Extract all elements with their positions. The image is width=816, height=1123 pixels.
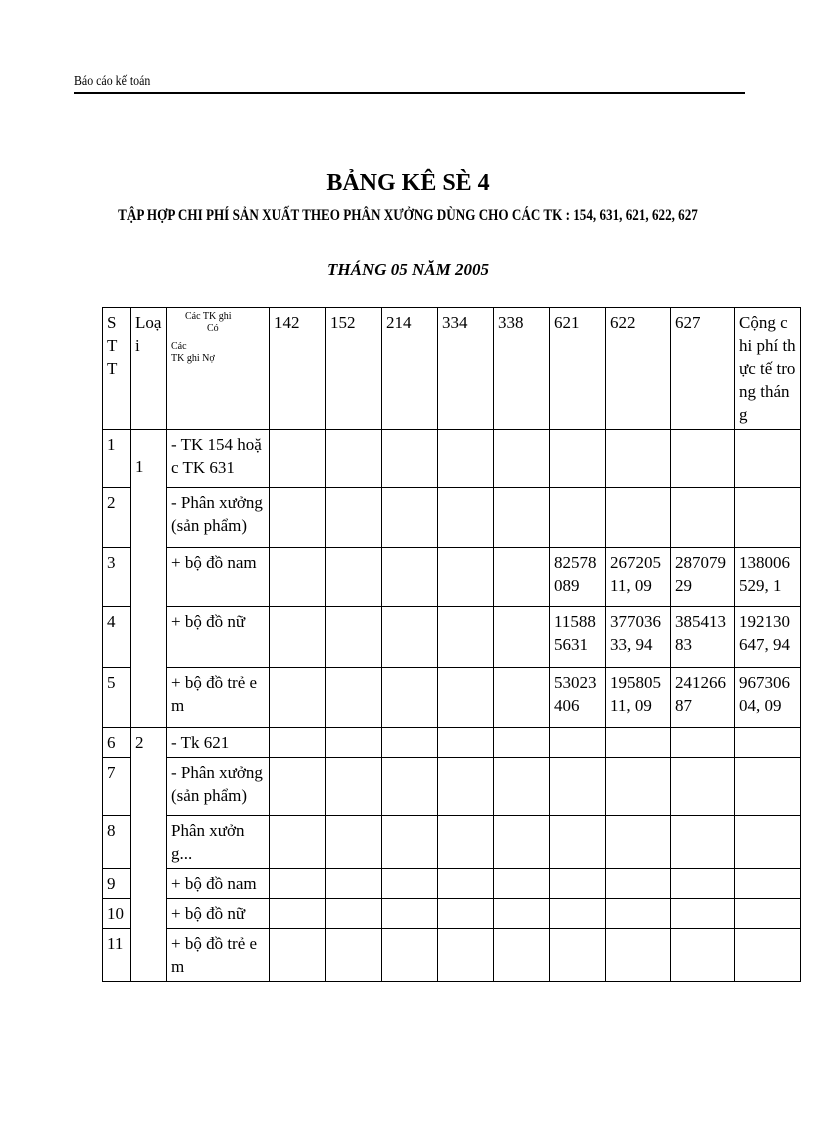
header-account: 627 <box>671 308 735 430</box>
cell-627 <box>671 869 735 899</box>
table-row <box>103 430 801 488</box>
group-cell <box>131 430 167 728</box>
cell-total <box>735 430 801 488</box>
row-desc: - Phân xưởng (sản phẩm) <box>167 758 270 816</box>
cell-621 <box>550 929 606 982</box>
row-desc: + bộ đồ trẻ em <box>167 668 270 728</box>
row-stt: 10 <box>103 899 131 929</box>
cell-total <box>735 929 801 982</box>
row-desc: + bộ đồ trẻ em <box>167 929 270 982</box>
row-desc: + bộ đồ nữ <box>167 607 270 668</box>
cell-621 <box>550 728 606 758</box>
table-row <box>103 758 801 816</box>
header-account: 214 <box>382 308 438 430</box>
cell-622 <box>606 430 671 488</box>
row-desc: + bộ đồ nam <box>167 548 270 607</box>
table-row <box>103 869 801 899</box>
cell-622 <box>606 816 671 869</box>
header-loai: Loại <box>131 308 167 430</box>
cell-total <box>735 899 801 929</box>
cell-total <box>735 488 801 548</box>
cell-621: 82578089 <box>550 548 606 607</box>
header-account: 621 <box>550 308 606 430</box>
header-account: 334 <box>438 308 494 430</box>
header-total: Cộng chi phí thực tế trong tháng <box>735 308 801 430</box>
row-stt: 7 <box>103 758 131 816</box>
row-stt: 1 <box>103 430 131 488</box>
row-stt: 8 <box>103 816 131 869</box>
header-account: 142 <box>270 308 326 430</box>
cell-total: 138006529, 1 <box>735 548 801 607</box>
cell-622 <box>606 869 671 899</box>
header-debit-line1: Các <box>171 341 187 352</box>
cell-621 <box>550 488 606 548</box>
table-row <box>103 668 801 728</box>
table-row <box>103 728 801 758</box>
cell-627 <box>671 899 735 929</box>
header-credit-line2: Có <box>207 323 219 334</box>
row-stt: 3 <box>103 548 131 607</box>
row-stt: 5 <box>103 668 131 728</box>
cell-621 <box>550 430 606 488</box>
cell-total <box>735 728 801 758</box>
page-header <box>74 72 745 94</box>
row-desc: - TK 154 hoặc TK 631 <box>167 430 270 488</box>
header-credit-line1: Các TK ghi <box>185 311 232 322</box>
cell-627: 24126687 <box>671 668 735 728</box>
row-desc: - Phân xưởng (sản phẩm) <box>167 488 270 548</box>
row-desc: Phân xưởng... <box>167 816 270 869</box>
row-stt: 4 <box>103 607 131 668</box>
table-row <box>103 899 801 929</box>
cell-621: 115885631 <box>550 607 606 668</box>
cell-621: 53023406 <box>550 668 606 728</box>
group-label: 1 <box>135 457 144 476</box>
cell-627 <box>671 816 735 869</box>
row-stt: 2 <box>103 488 131 548</box>
cell-622 <box>606 929 671 982</box>
row-stt: 9 <box>103 869 131 899</box>
header-debit-line2: TK ghi Nợ <box>171 353 215 364</box>
cell-622 <box>606 899 671 929</box>
cell-627 <box>671 488 735 548</box>
header-text: Báo cáo kế toán <box>74 74 151 89</box>
row-desc: - Tk 621 <box>167 728 270 758</box>
row-stt: 11 <box>103 929 131 982</box>
header-account: 338 <box>494 308 550 430</box>
table-row <box>103 548 801 607</box>
table-header-row <box>103 308 801 430</box>
cell-627 <box>671 728 735 758</box>
cell-622: 26720511, 09 <box>606 548 671 607</box>
cell-621 <box>550 869 606 899</box>
cell-total: 192130647, 94 <box>735 607 801 668</box>
cell-621 <box>550 816 606 869</box>
header-diagonal <box>167 308 270 430</box>
cell-621 <box>550 758 606 816</box>
cell-627 <box>671 758 735 816</box>
row-desc: + bộ đồ nữ <box>167 899 270 929</box>
cell-622: 19580511, 09 <box>606 668 671 728</box>
group-label: 2 <box>135 733 144 752</box>
cell-627: 38541383 <box>671 607 735 668</box>
cell-627: 28707929 <box>671 548 735 607</box>
cell-total <box>735 758 801 816</box>
cell-621 <box>550 899 606 929</box>
table-row <box>103 816 801 869</box>
cell-622: 37703633, 94 <box>606 607 671 668</box>
cell-total <box>735 816 801 869</box>
table-row <box>103 488 801 548</box>
document-title: BẢNG KÊ SÈ 4 <box>326 170 490 196</box>
cell-total <box>735 869 801 899</box>
cell-622 <box>606 728 671 758</box>
cell-627 <box>671 430 735 488</box>
cell-622 <box>606 488 671 548</box>
header-account: 622 <box>606 308 671 430</box>
row-desc: + bộ đồ nam <box>167 869 270 899</box>
cell-627 <box>671 929 735 982</box>
document-subtitle: TẬP HỢP CHI PHÍ SẢN XUẤT THEO PHÂN XƯỞNG DÙNG CHO CÁC TK : 154, 631, 621, 622, 627 <box>118 207 698 224</box>
cell-622 <box>606 758 671 816</box>
cell-total: 96730604, 09 <box>735 668 801 728</box>
table-row <box>103 607 801 668</box>
cost-table <box>102 307 801 982</box>
row-stt: 6 <box>103 728 131 758</box>
group-cell <box>131 728 167 982</box>
header-account: 152 <box>326 308 382 430</box>
header-stt: S T T <box>103 308 131 430</box>
table-row <box>103 929 801 982</box>
report-period: THÁNG 05 NĂM 2005 <box>327 260 489 279</box>
